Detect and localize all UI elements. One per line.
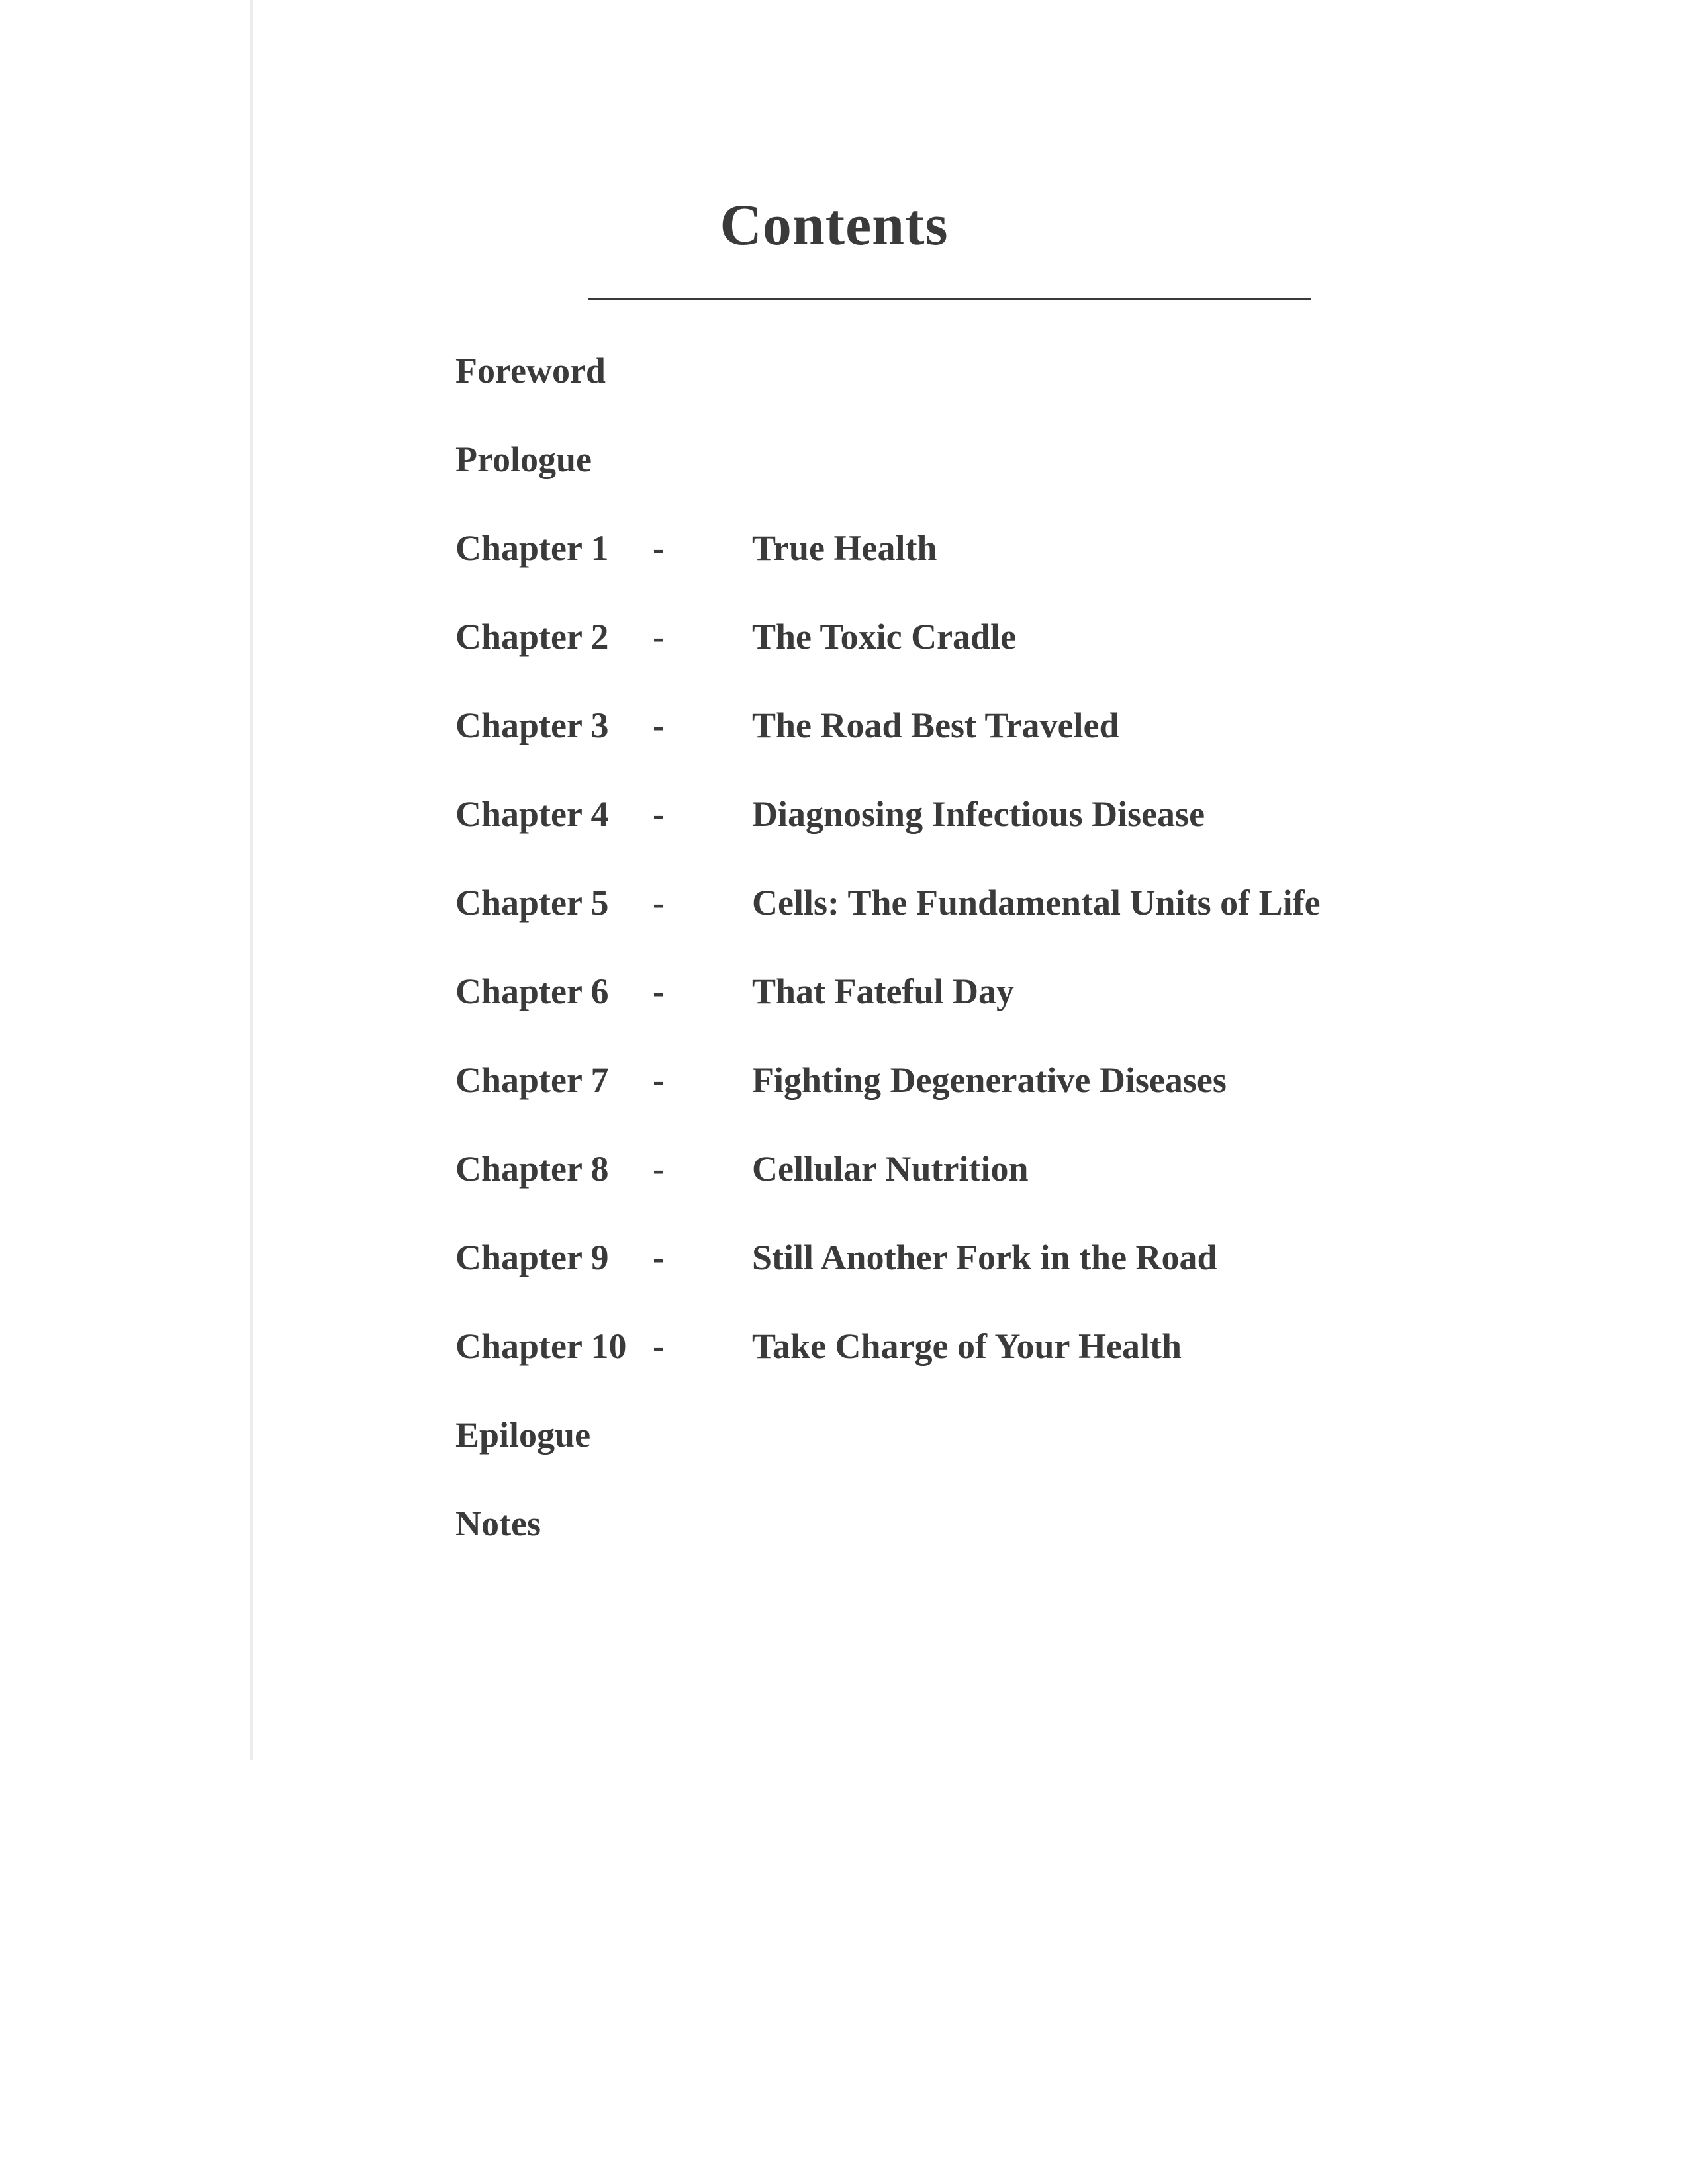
toc-entry-title: Diagnosing Infectious Disease [752,794,1205,834]
toc-entry-separator: - [653,617,665,657]
toc-entry-chapter-1 [455,522,1515,610]
toc-entry-chapter-3 [455,699,1515,788]
toc-entry-chapter-10 [455,1320,1515,1408]
toc-entry-chapter-2 [455,610,1515,699]
toc-entry-title: The Toxic Cradle [752,617,1017,657]
toc-entry-prologue [455,433,1515,522]
toc-entry-chapter-5 [455,876,1515,965]
toc-entry-label: Chapter 8 [455,1149,609,1189]
toc-entry-separator: - [653,1326,665,1366]
toc-entry-title: The Road Best Traveled [752,705,1119,745]
toc-entry-title: Cellular Nutrition [752,1149,1029,1189]
toc-entry-title: Still Another Fork in the Road [752,1238,1217,1277]
toc-entry-chapter-4 [455,788,1515,876]
toc-entry-notes [455,1497,1515,1586]
toc-entry-chapter-8 [455,1142,1515,1231]
toc-entry-label: Chapter 7 [455,1060,609,1100]
toc-entry-chapter-7 [455,1054,1515,1142]
toc-entry-label: Chapter 6 [455,972,609,1011]
toc-entry-label: Chapter 9 [455,1238,609,1277]
toc-entry-title: Take Charge of Your Health [752,1326,1182,1366]
toc-entry-label: Epilogue [455,1415,591,1455]
toc-entry-separator: - [653,528,665,568]
toc-entry-chapter-9 [455,1231,1515,1320]
toc-entry-separator: - [653,972,665,1011]
toc-entry-separator: - [653,1238,665,1277]
toc-entry-title: Fighting Degenerative Diseases [752,1060,1227,1100]
toc-entry-label: Chapter 4 [455,794,609,834]
toc-entry-title: Cells: The Fundamental Units of Life [752,883,1321,923]
toc-entry-label: Chapter 2 [455,617,609,657]
toc-entry-label: Chapter 1 [455,528,609,568]
toc-entry-epilogue [455,1408,1515,1497]
toc-entry-label: Foreword [455,351,606,390]
toc-entry-separator: - [653,794,665,834]
page-title: Contents [720,193,949,257]
toc-entry-separator: - [653,1060,665,1100]
toc-entry-separator: - [653,705,665,745]
table-of-contents [455,344,1515,1586]
toc-entry-label: Notes [455,1504,541,1543]
toc-entry-title: True Health [752,528,937,568]
page-edge-shadow [250,0,253,1760]
toc-entry-separator: - [653,883,665,923]
toc-entry-label: Prologue [455,439,592,479]
toc-entry-title: That Fateful Day [752,972,1014,1011]
toc-entry-chapter-6 [455,965,1515,1054]
toc-entry-label: Chapter 5 [455,883,609,923]
toc-entry-foreword [455,344,1515,433]
toc-entry-label: Chapter 10 [455,1326,627,1366]
title-underline [588,298,1311,300]
toc-entry-separator: - [653,1149,665,1189]
toc-entry-label: Chapter 3 [455,705,609,745]
